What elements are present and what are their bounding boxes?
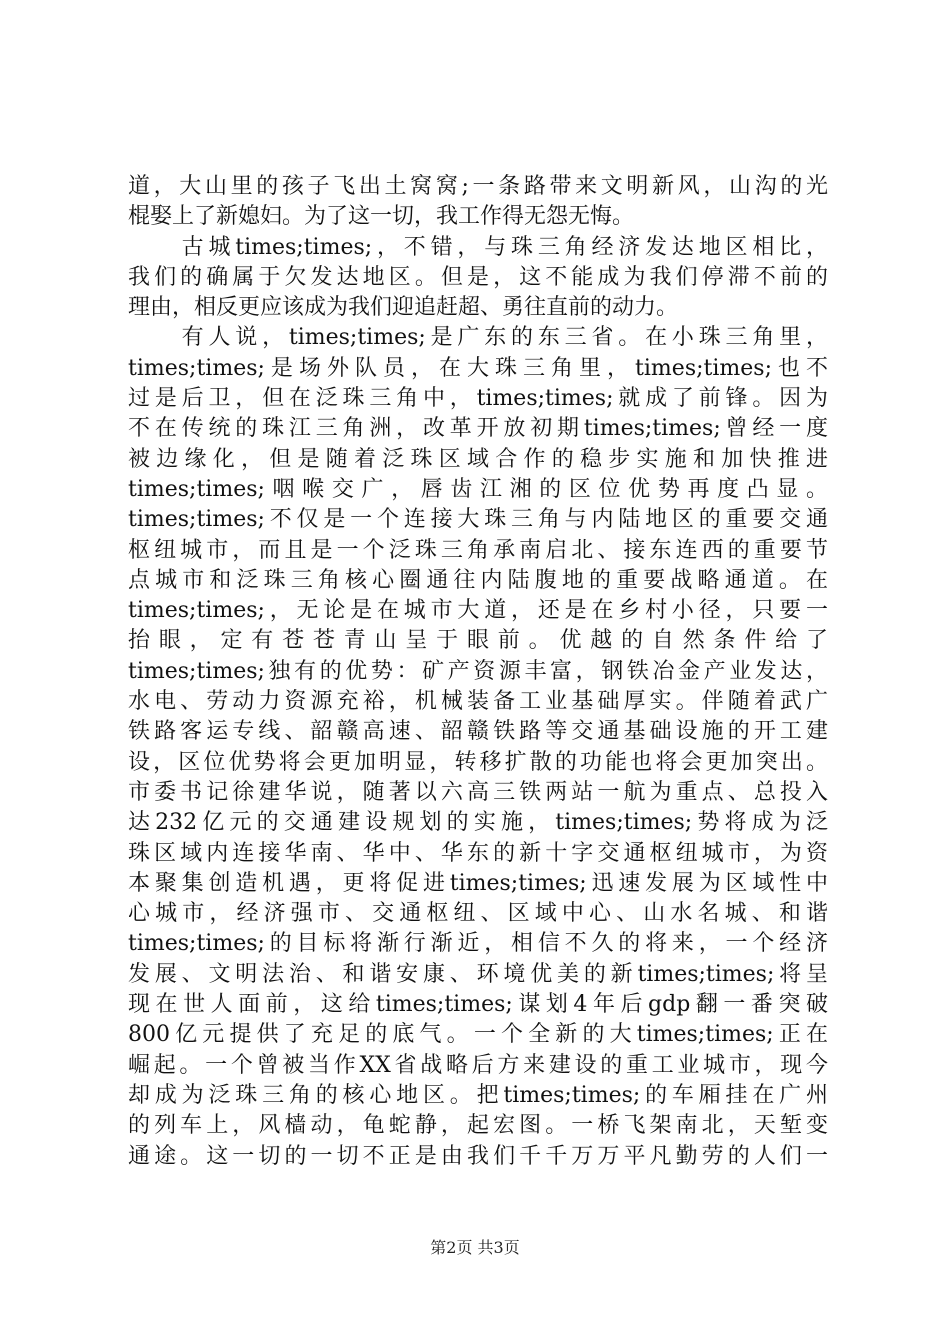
text-line: 棍娶上了新媳妇。为了这一切，我工作得无怨无悔。 — [128, 204, 635, 230]
text-line: 被边缘化，但是随着泛珠区域合作的稳步实施和加快推进 — [128, 446, 828, 472]
text-line: 的列车上，风樯动，龟蛇静，起宏图。一桥飞架南北，天堑变 — [128, 1113, 828, 1139]
text-line: 道，大山里的孩子飞出土窝窝;一条路带来文明新风，山沟的光 — [128, 174, 828, 199]
text-line: times;times;咽喉交广，唇齿江湘的区位优势再度凸显。 — [128, 476, 828, 502]
text-line: 过是后卫，但在泛珠三角中，times;times;就成了前锋。因为 — [128, 386, 828, 412]
text-line: times;times;独有的优势：矿产资源丰富，钢铁冶金产业发达， — [128, 658, 828, 684]
text-line: 通途。这一切的一切不正是由我们千千万万平凡勤劳的人们一 — [128, 1143, 828, 1169]
text-line: 铁路客运专线、韶赣高速、韶赣铁路等交通基础设施的开工建 — [128, 719, 828, 745]
text-line: 水电、劳动力资源充裕，机械装备工业基础厚实。伴随着武广 — [128, 689, 828, 715]
text-line: 800亿元提供了充足的底气。一个全新的大times;times;正在 — [128, 1022, 828, 1048]
text-line: 我们的确属于欠发达地区。但是，这不能成为我们停滞不前的 — [128, 264, 828, 290]
text-line: 发展、文明法治、和谐安康、环境优美的新times;times;将呈 — [128, 961, 828, 987]
text-line: 本聚集创造机遇，更将促进times;times;迅速发展为区域性中 — [128, 870, 828, 896]
text-line: times;times;不仅是一个连接大珠三角与内陆地区的重要交通 — [128, 507, 828, 533]
text-line: 抬眼，定有苍苍青山呈于眼前。优越的自然条件给了 — [128, 628, 828, 654]
text-line: times;times;的目标将渐行渐近，相信不久的将来，一个经济 — [128, 931, 828, 957]
text-line: 设，区位优势将会更加明显，转移扩散的功能也将会更加突出。 — [128, 749, 828, 775]
text-line: 不在传统的珠江三角洲，改革开放初期times;times;曾经一度 — [128, 416, 828, 442]
text-line: 崛起。一个曾被当作XX省战略后方来建设的重工业城市，现今 — [128, 1052, 828, 1078]
text-line: 枢纽城市，而且是一个泛珠三角承南启北、接东连西的重要节 — [128, 537, 828, 563]
text-line: times;times;，无论是在城市大道，还是在乡村小径，只要一 — [128, 598, 828, 624]
text-line: 心城市，经济强市、交通枢纽、区域中心、山水名城、和谐 — [128, 901, 828, 927]
text-line: 却成为泛珠三角的核心地区。把times;times;的车厢挂在广州 — [128, 1082, 828, 1108]
text-line: 珠区域内连接华南、华中、华东的新十字交通枢纽城市，为资 — [128, 840, 828, 866]
text-line: 有人说，times;times;是广东的东三省。在小珠三角里， — [128, 325, 828, 351]
text-line: 理由，相反更应该成为我们迎追赶超、勇往直前的动力。 — [128, 295, 679, 321]
text-line: 现在世人面前，这给times;times;谋划4年后gdp翻一番突破 — [128, 992, 828, 1018]
text-line: 达232亿元的交通建设规划的实施，times;times;势将成为泛 — [128, 810, 828, 836]
text-line: 古城times;times;，不错，与珠三角经济发达地区相比， — [128, 234, 828, 260]
body-text — [128, 172, 828, 1172]
text-line: 市委书记徐建华说，随著以六高三铁两站一航为重点、总投入 — [128, 779, 828, 805]
text-line: 点城市和泛珠三角核心圈通往内陆腹地的重要战略通道。在 — [128, 567, 828, 593]
text-line: times;times;是场外队员，在大珠三角里，times;times;也不 — [128, 355, 828, 381]
page-footer: 第2页 共3页 — [430, 1238, 520, 1257]
